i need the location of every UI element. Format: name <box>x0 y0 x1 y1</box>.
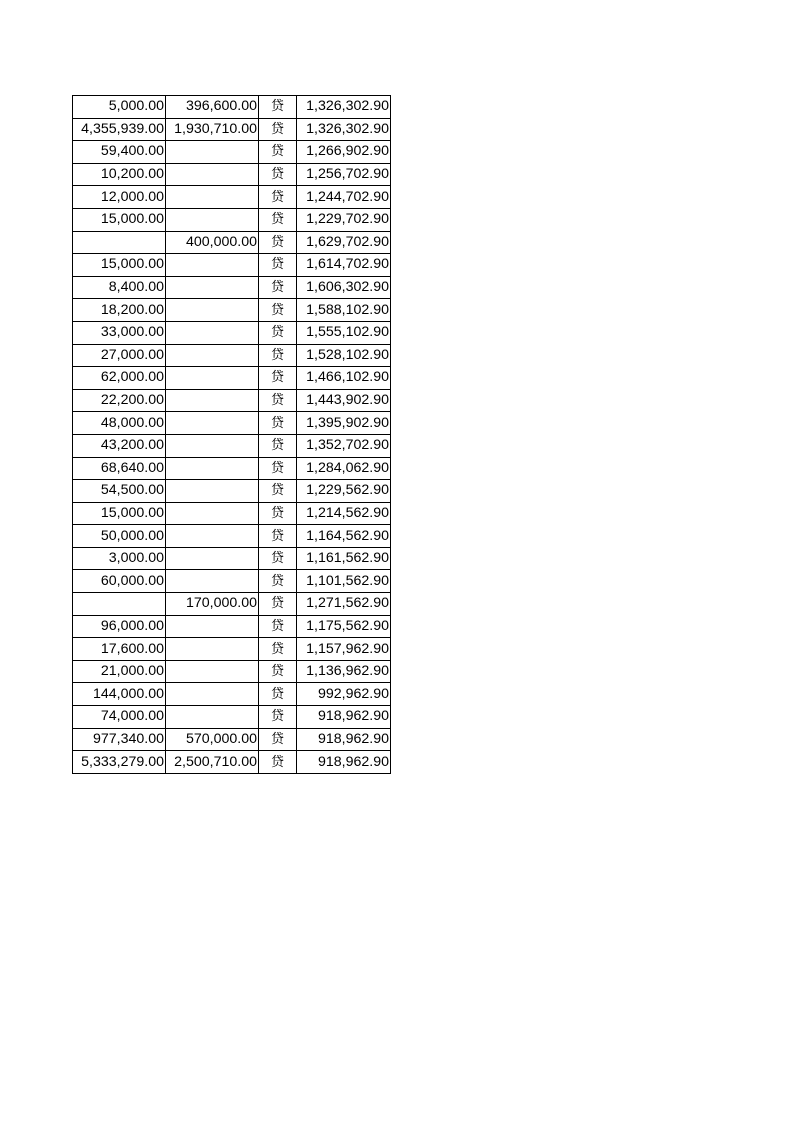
debit-cell: 21,000.00 <box>73 660 166 683</box>
credit-cell <box>166 547 259 570</box>
ledger-table <box>72 95 391 774</box>
credit-cell <box>166 706 259 729</box>
table-row <box>73 276 391 299</box>
table-row <box>73 367 391 390</box>
debit-cell: 15,000.00 <box>73 208 166 231</box>
balance-cell: 1,164,562.90 <box>297 525 391 548</box>
table-row <box>73 480 391 503</box>
table-row <box>73 208 391 231</box>
balance-cell: 1,629,702.90 <box>297 231 391 254</box>
direction-cell: 贷 <box>259 751 297 774</box>
debit-cell <box>73 231 166 254</box>
table-row <box>73 231 391 254</box>
direction-cell: 贷 <box>259 457 297 480</box>
debit-cell: 5,333,279.00 <box>73 751 166 774</box>
direction-cell: 贷 <box>259 208 297 231</box>
balance-cell: 918,962.90 <box>297 751 391 774</box>
debit-cell: 8,400.00 <box>73 276 166 299</box>
balance-cell: 1,395,902.90 <box>297 412 391 435</box>
table-row <box>73 141 391 164</box>
table-row <box>73 254 391 277</box>
direction-cell: 贷 <box>259 321 297 344</box>
table-row <box>73 412 391 435</box>
credit-cell <box>166 615 259 638</box>
direction-cell: 贷 <box>259 231 297 254</box>
credit-cell <box>166 502 259 525</box>
direction-cell: 贷 <box>259 254 297 277</box>
debit-cell: 27,000.00 <box>73 344 166 367</box>
direction-cell: 贷 <box>259 547 297 570</box>
credit-cell: 170,000.00 <box>166 593 259 616</box>
direction-cell: 贷 <box>259 638 297 661</box>
credit-cell <box>166 163 259 186</box>
debit-cell: 62,000.00 <box>73 367 166 390</box>
credit-cell <box>166 344 259 367</box>
balance-cell: 1,588,102.90 <box>297 299 391 322</box>
credit-cell <box>166 457 259 480</box>
table-row <box>73 299 391 322</box>
balance-cell: 1,271,562.90 <box>297 593 391 616</box>
table-row <box>73 615 391 638</box>
debit-cell: 48,000.00 <box>73 412 166 435</box>
direction-cell: 贷 <box>259 141 297 164</box>
table-row <box>73 593 391 616</box>
credit-cell <box>166 389 259 412</box>
credit-cell: 1,930,710.00 <box>166 118 259 141</box>
debit-cell: 50,000.00 <box>73 525 166 548</box>
debit-cell: 74,000.00 <box>73 706 166 729</box>
balance-cell: 918,962.90 <box>297 706 391 729</box>
table-row <box>73 502 391 525</box>
credit-cell <box>166 141 259 164</box>
credit-cell: 2,500,710.00 <box>166 751 259 774</box>
table-row <box>73 321 391 344</box>
direction-cell: 贷 <box>259 728 297 751</box>
balance-cell: 1,256,702.90 <box>297 163 391 186</box>
table-row <box>73 389 391 412</box>
credit-cell <box>166 321 259 344</box>
table-row <box>73 344 391 367</box>
table-row <box>73 525 391 548</box>
table-row <box>73 660 391 683</box>
credit-cell <box>166 412 259 435</box>
table-row <box>73 547 391 570</box>
debit-cell: 54,500.00 <box>73 480 166 503</box>
balance-cell: 1,326,302.90 <box>297 96 391 119</box>
direction-cell: 贷 <box>259 434 297 457</box>
direction-cell: 贷 <box>259 412 297 435</box>
debit-cell: 96,000.00 <box>73 615 166 638</box>
debit-cell: 3,000.00 <box>73 547 166 570</box>
ledger-body <box>73 96 391 774</box>
balance-cell: 1,284,062.90 <box>297 457 391 480</box>
balance-cell: 1,614,702.90 <box>297 254 391 277</box>
balance-cell: 1,229,562.90 <box>297 480 391 503</box>
credit-cell: 396,600.00 <box>166 96 259 119</box>
direction-cell: 贷 <box>259 96 297 119</box>
balance-cell: 1,326,302.90 <box>297 118 391 141</box>
balance-cell: 1,266,902.90 <box>297 141 391 164</box>
debit-cell: 15,000.00 <box>73 502 166 525</box>
debit-cell: 59,400.00 <box>73 141 166 164</box>
credit-cell <box>166 367 259 390</box>
debit-cell: 33,000.00 <box>73 321 166 344</box>
credit-cell: 400,000.00 <box>166 231 259 254</box>
direction-cell: 贷 <box>259 480 297 503</box>
debit-cell: 144,000.00 <box>73 683 166 706</box>
credit-cell <box>166 570 259 593</box>
debit-cell: 977,340.00 <box>73 728 166 751</box>
debit-cell: 4,355,939.00 <box>73 118 166 141</box>
credit-cell <box>166 480 259 503</box>
direction-cell: 贷 <box>259 683 297 706</box>
table-row <box>73 728 391 751</box>
debit-cell: 17,600.00 <box>73 638 166 661</box>
debit-cell: 12,000.00 <box>73 186 166 209</box>
balance-cell: 1,466,102.90 <box>297 367 391 390</box>
balance-cell: 1,606,302.90 <box>297 276 391 299</box>
balance-cell: 1,161,562.90 <box>297 547 391 570</box>
balance-cell: 1,443,902.90 <box>297 389 391 412</box>
direction-cell: 贷 <box>259 570 297 593</box>
credit-cell <box>166 208 259 231</box>
credit-cell <box>166 660 259 683</box>
balance-cell: 1,101,562.90 <box>297 570 391 593</box>
balance-cell: 1,136,962.90 <box>297 660 391 683</box>
balance-cell: 1,157,962.90 <box>297 638 391 661</box>
debit-cell: 5,000.00 <box>73 96 166 119</box>
table-row <box>73 570 391 593</box>
debit-cell: 18,200.00 <box>73 299 166 322</box>
balance-cell: 1,352,702.90 <box>297 434 391 457</box>
debit-cell: 10,200.00 <box>73 163 166 186</box>
table-row <box>73 457 391 480</box>
credit-cell <box>166 683 259 706</box>
credit-cell <box>166 638 259 661</box>
direction-cell: 贷 <box>259 299 297 322</box>
direction-cell: 贷 <box>259 186 297 209</box>
direction-cell: 贷 <box>259 615 297 638</box>
direction-cell: 贷 <box>259 118 297 141</box>
credit-cell <box>166 276 259 299</box>
balance-cell: 1,175,562.90 <box>297 615 391 638</box>
table-row <box>73 683 391 706</box>
direction-cell: 贷 <box>259 706 297 729</box>
debit-cell: 22,200.00 <box>73 389 166 412</box>
debit-cell: 68,640.00 <box>73 457 166 480</box>
balance-cell: 992,962.90 <box>297 683 391 706</box>
direction-cell: 贷 <box>259 389 297 412</box>
credit-cell: 570,000.00 <box>166 728 259 751</box>
balance-cell: 1,555,102.90 <box>297 321 391 344</box>
debit-cell: 15,000.00 <box>73 254 166 277</box>
balance-cell: 1,244,702.90 <box>297 186 391 209</box>
balance-cell: 1,528,102.90 <box>297 344 391 367</box>
direction-cell: 贷 <box>259 593 297 616</box>
table-row <box>73 638 391 661</box>
table-row <box>73 186 391 209</box>
balance-cell: 1,214,562.90 <box>297 502 391 525</box>
direction-cell: 贷 <box>259 660 297 683</box>
credit-cell <box>166 254 259 277</box>
credit-cell <box>166 186 259 209</box>
debit-cell <box>73 593 166 616</box>
direction-cell: 贷 <box>259 525 297 548</box>
direction-cell: 贷 <box>259 276 297 299</box>
credit-cell <box>166 299 259 322</box>
table-row <box>73 751 391 774</box>
credit-cell <box>166 525 259 548</box>
credit-cell <box>166 434 259 457</box>
table-row <box>73 706 391 729</box>
debit-cell: 60,000.00 <box>73 570 166 593</box>
direction-cell: 贷 <box>259 502 297 525</box>
table-row <box>73 96 391 119</box>
table-row <box>73 434 391 457</box>
direction-cell: 贷 <box>259 163 297 186</box>
direction-cell: 贷 <box>259 367 297 390</box>
debit-cell: 43,200.00 <box>73 434 166 457</box>
balance-cell: 1,229,702.90 <box>297 208 391 231</box>
table-row <box>73 163 391 186</box>
table-row <box>73 118 391 141</box>
balance-cell: 918,962.90 <box>297 728 391 751</box>
direction-cell: 贷 <box>259 344 297 367</box>
